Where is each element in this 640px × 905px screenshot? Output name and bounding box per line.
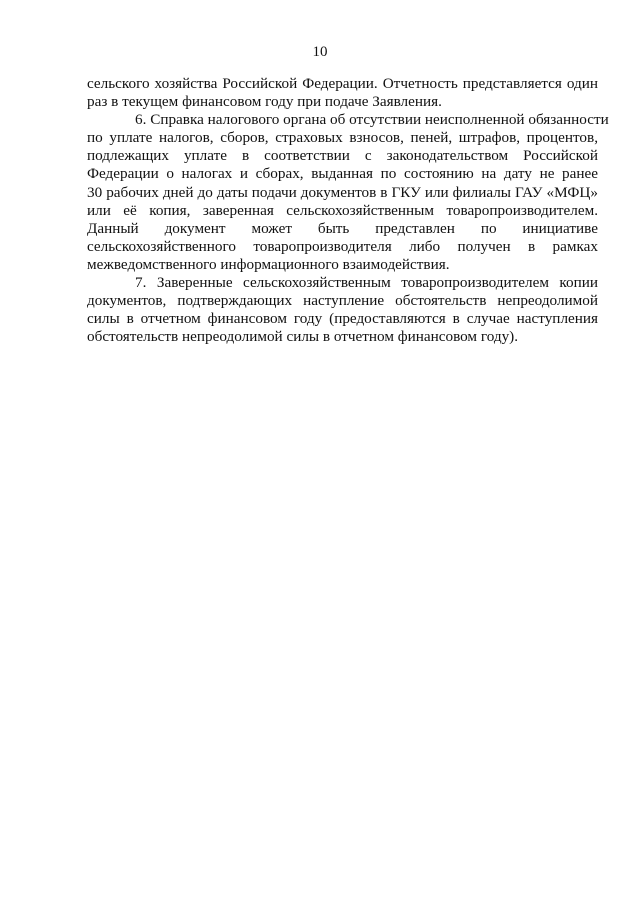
text-line: по уплате налогов, сборов, страховых взносов, пеней, штрафов, процентов,	[87, 129, 598, 147]
text-line: Федерации о налогах и сборах, выданная по состоянию на дату не ранее	[87, 165, 598, 183]
document-body	[87, 75, 609, 346]
text-line: обстоятельств непреодолимой силы в отчетном финансовом году).	[87, 328, 519, 346]
text-line: 6. Справка налогового органа об отсутствии неисполненной обязанности	[135, 111, 609, 129]
text-line: документов, подтверждающих наступление обстоятельств непреодолимой	[87, 292, 598, 310]
text-line: Данный документ может быть представлен по инициативе	[87, 219, 598, 237]
paragraph-item-6	[87, 111, 609, 274]
text-line: 30 рабочих дней до даты подачи документов в ГКУ или филиалы ГАУ «МФЦ»	[87, 183, 598, 201]
page-number: 10	[312, 44, 328, 60]
text-line: сельскохозяйственного товаропроизводителя либо получен в рамках	[87, 237, 598, 255]
text-line: раз в текущем финансовом году при подаче Заявления.	[87, 93, 442, 111]
paragraph-item-7	[87, 274, 598, 346]
text-line: силы в отчетном финансовом году (предоставляются в случае наступления	[87, 310, 598, 328]
paragraph-continuation	[87, 75, 598, 111]
text-line: сельского хозяйства Российской Федерации. Отчетность представляется один	[87, 75, 598, 92]
text-line: или её копия, заверенная сельскохозяйственным товаропроизводителем.	[87, 201, 598, 219]
text-line: 7. Заверенные сельскохозяйственным товаропроизводителем копии	[135, 274, 598, 292]
text-line: подлежащих уплате в соответствии с законодательством Российской	[87, 147, 598, 165]
text-line: межведомственного информационного взаимодействия.	[87, 255, 450, 273]
